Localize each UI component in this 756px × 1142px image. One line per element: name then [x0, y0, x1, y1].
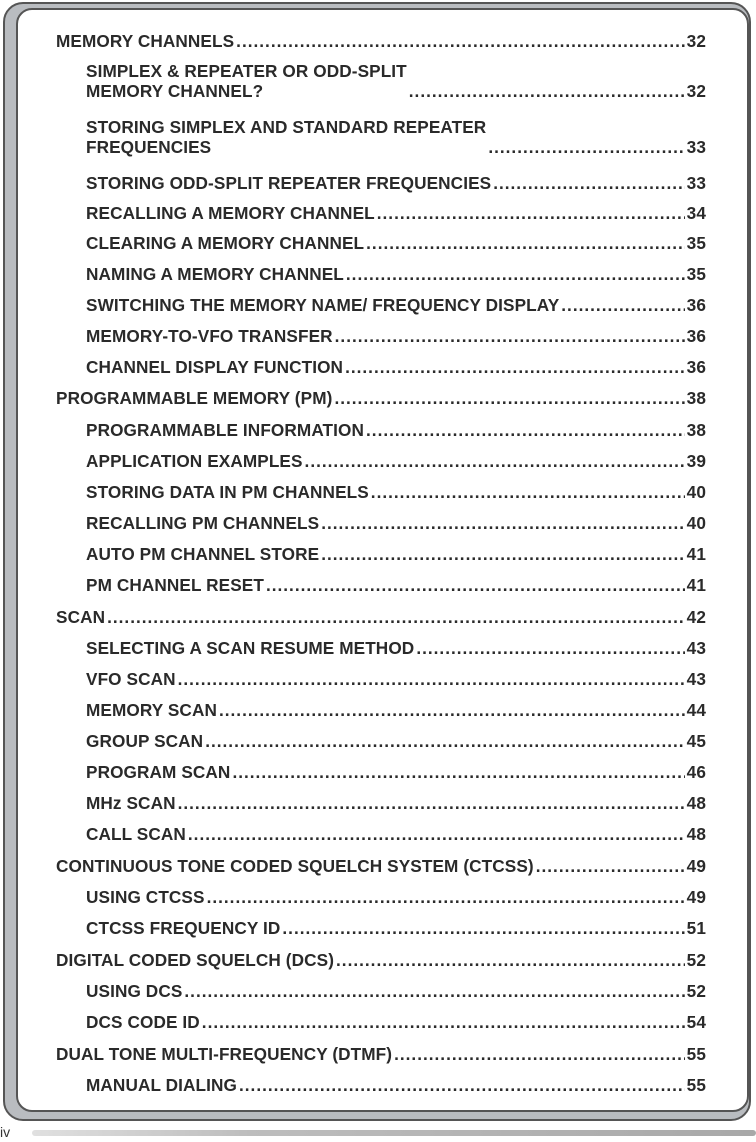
toc-entry-title: SELECTING A SCAN RESUME METHOD	[86, 638, 415, 658]
page-number: iv	[0, 1124, 11, 1140]
dot-leader	[336, 950, 685, 970]
toc-entry-title: RECALLING A MEMORY CHANNEL	[86, 203, 375, 223]
toc-entry-page: 36	[686, 326, 706, 346]
dot-leader	[345, 357, 685, 377]
dot-leader	[178, 669, 685, 689]
dot-leader	[207, 887, 685, 907]
toc-entry	[56, 326, 706, 346]
toc-entry-page: 43	[686, 638, 706, 658]
toc-entry	[56, 887, 706, 907]
toc-entry-title: CALL SCAN	[86, 824, 186, 844]
toc-entry-title: CHANNEL DISPLAY FUNCTION	[86, 357, 344, 377]
toc-entry-title: PROGRAM SCAN	[86, 762, 231, 782]
toc-entry-page: 54	[686, 1012, 706, 1032]
toc-entry-page: 48	[686, 793, 706, 813]
toc-entry-page: 49	[686, 887, 706, 907]
dot-leader	[232, 762, 684, 782]
toc-entry-title: DCS CODE ID	[86, 1012, 200, 1032]
toc-entry	[56, 762, 706, 782]
toc-entry-title: APPLICATION EXAMPLES	[86, 451, 303, 471]
toc-entry-page: 40	[686, 482, 706, 502]
toc-entry-title: SWITCHING THE MEMORY NAME/ FREQUENCY DISPLAY	[86, 295, 560, 315]
toc-entry-page: 40	[686, 513, 706, 533]
toc-entry	[56, 203, 706, 223]
toc-entry-title: STORING SIMPLEX AND STANDARD REPEATER FREQUENCIES	[86, 117, 487, 157]
toc-entry-page: 52	[686, 981, 706, 1001]
toc-entry-title: SCAN	[56, 607, 106, 627]
toc-entry-title: SIMPLEX & REPEATER OR ODD-SPLIT MEMORY CHANNEL?	[86, 61, 407, 101]
dot-leader	[188, 824, 685, 844]
dot-leader	[377, 203, 685, 223]
toc-entry	[56, 731, 706, 751]
toc-entry-page: 38	[686, 388, 706, 408]
toc-entry-page: 43	[686, 669, 706, 689]
toc-entry	[56, 793, 706, 813]
dot-leader	[266, 575, 685, 595]
toc-entry	[56, 482, 706, 502]
dot-leader	[184, 981, 684, 1001]
toc-entry	[56, 544, 706, 564]
toc-entry-page: 44	[686, 700, 706, 720]
toc-entry	[56, 1044, 706, 1064]
toc-entry-page: 32	[686, 31, 706, 51]
toc-entry-page: 42	[686, 607, 706, 627]
dot-leader	[205, 731, 684, 751]
dot-leader	[493, 173, 684, 193]
dot-leader	[334, 388, 684, 408]
toc-entry-title: CLEARING A MEMORY CHANNEL	[86, 233, 365, 253]
toc-entry	[56, 233, 706, 253]
dot-leader	[107, 607, 685, 627]
toc-entry-page: 36	[686, 357, 706, 377]
dot-leader	[219, 700, 685, 720]
dot-leader	[416, 638, 684, 658]
toc-entry-title: VFO SCAN	[86, 669, 176, 689]
toc-entry	[56, 669, 706, 689]
dot-leader	[409, 81, 685, 101]
dot-leader	[488, 137, 684, 157]
dot-leader	[178, 793, 685, 813]
toc-entry-title: MEMORY-TO-VFO TRANSFER	[86, 326, 333, 346]
toc-entry-page: 38	[686, 420, 706, 440]
toc-entry	[56, 1012, 706, 1032]
toc-entry	[56, 513, 706, 533]
dot-leader	[536, 856, 685, 876]
footer-rule	[32, 1130, 756, 1136]
dot-leader	[366, 420, 685, 440]
toc-entry-page: 39	[686, 451, 706, 471]
toc-entry	[56, 31, 706, 51]
toc-entry	[56, 388, 706, 408]
dot-leader	[236, 31, 685, 51]
toc-entry	[56, 264, 706, 284]
toc-entry	[56, 1075, 706, 1095]
toc-entry-title: USING DCS	[86, 981, 183, 1001]
toc-entry-page: 32	[686, 81, 706, 101]
toc-entry-title: CTCSS FREQUENCY ID	[86, 918, 281, 938]
toc-entry-title: STORING DATA IN PM CHANNELS	[86, 482, 369, 502]
dot-leader	[305, 451, 685, 471]
dot-leader	[561, 295, 684, 315]
toc-entry-page: 52	[686, 950, 706, 970]
dot-leader	[321, 544, 684, 564]
toc-entry-title: STORING ODD-SPLIT REPEATER FREQUENCIES	[86, 173, 492, 193]
toc-entry-title: NAMING A MEMORY CHANNEL	[86, 264, 344, 284]
toc-entry-title: DIGITAL CODED SQUELCH (DCS)	[56, 950, 335, 970]
toc-entry	[56, 451, 706, 471]
toc-entry-page: 36	[686, 295, 706, 315]
toc-entry-page: 41	[686, 544, 706, 564]
dot-leader	[239, 1075, 685, 1095]
toc-entry-title: AUTO PM CHANNEL STORE	[86, 544, 320, 564]
toc-entry	[56, 117, 706, 157]
toc-entry-page: 55	[686, 1075, 706, 1095]
toc-entry	[56, 61, 706, 101]
toc-entry-page: 49	[686, 856, 706, 876]
toc-entry-page: 33	[686, 137, 706, 157]
dot-leader	[335, 326, 685, 346]
toc-entry-title: MHz SCAN	[86, 793, 176, 813]
dot-leader	[202, 1012, 685, 1032]
toc-entry	[56, 700, 706, 720]
dot-leader	[346, 264, 685, 284]
toc-entry-title: DUAL TONE MULTI-FREQUENCY (DTMF)	[56, 1044, 393, 1064]
toc-entry-title: CONTINUOUS TONE CODED SQUELCH SYSTEM (CTCSS)	[56, 856, 534, 876]
dot-leader	[371, 482, 685, 502]
toc-entry-title: MEMORY SCAN	[86, 700, 217, 720]
toc-entry-title: RECALLING PM CHANNELS	[86, 513, 320, 533]
toc-entry-page: 45	[686, 731, 706, 751]
toc-entry-title: PROGRAMMABLE INFORMATION	[86, 420, 365, 440]
toc-entry	[56, 981, 706, 1001]
dot-leader	[366, 233, 685, 253]
toc-entry	[56, 638, 706, 658]
toc-entry	[56, 918, 706, 938]
toc-entry-page: 41	[686, 575, 706, 595]
toc-entry-title: PM CHANNEL RESET	[86, 575, 264, 595]
toc-entry-page: 34	[686, 203, 706, 223]
toc-entry	[56, 357, 706, 377]
toc-entry	[56, 173, 706, 193]
toc-entry-page: 33	[686, 173, 706, 193]
toc-entry-title: MEMORY CHANNELS	[56, 31, 235, 51]
toc-entry	[56, 420, 706, 440]
dot-leader	[394, 1044, 685, 1064]
toc-entry-title: MANUAL DIALING	[86, 1075, 237, 1095]
toc-entry-title: PROGRAMMABLE MEMORY (PM)	[56, 388, 333, 408]
toc-entry-page: 55	[686, 1044, 706, 1064]
toc-entry-page: 35	[686, 233, 706, 253]
toc-entry	[56, 856, 706, 876]
toc-entry	[56, 950, 706, 970]
toc-entry-page: 46	[686, 762, 706, 782]
toc-entry-title: USING CTCSS	[86, 887, 205, 907]
toc-entry	[56, 824, 706, 844]
dot-leader	[282, 918, 684, 938]
dot-leader	[321, 513, 684, 533]
toc-entry-title: GROUP SCAN	[86, 731, 204, 751]
toc-entry	[56, 575, 706, 595]
toc-entry-page: 35	[686, 264, 706, 284]
toc-entry-page: 51	[686, 918, 706, 938]
toc-entry	[56, 607, 706, 627]
toc-entry-page: 48	[686, 824, 706, 844]
toc-entry	[56, 295, 706, 315]
